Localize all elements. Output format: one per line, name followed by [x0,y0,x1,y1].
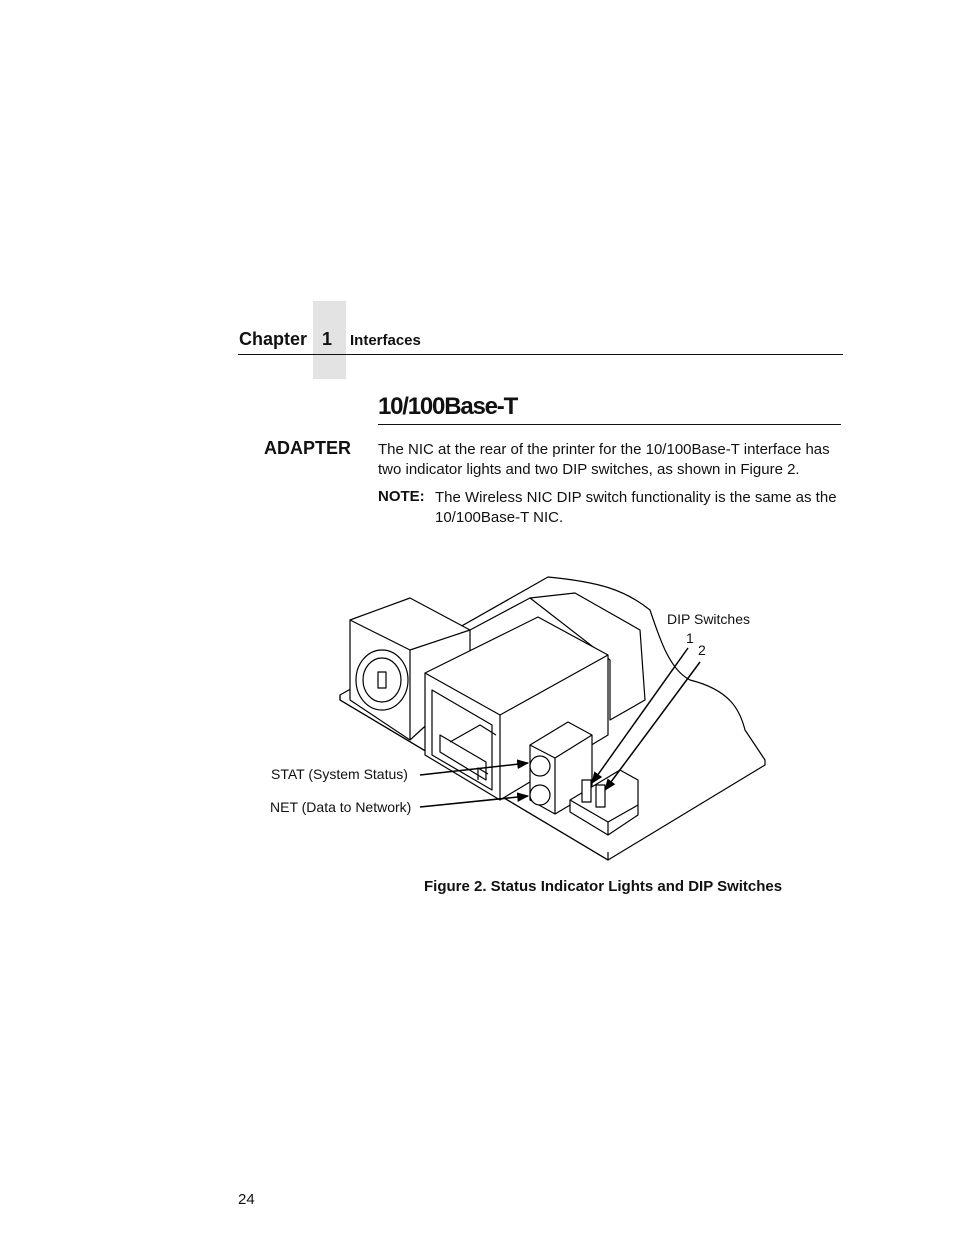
stat-led [530,756,550,776]
chapter-number: 1 [322,329,333,349]
body-paragraph: The NIC at the rear of the printer for the 10/100Base-T interface has two indicator lights and two DIP switches, as shown in Figure 2. [378,441,830,478]
stat-label: STAT (System Status) [271,766,408,782]
section-title: 10/100Base-T [378,393,518,420]
net-label: NET (Data to Network) [270,799,412,815]
chapter-name: Interfaces [350,332,421,349]
dip-switch-1 [582,780,591,802]
note-label: NOTE: [378,488,425,505]
net-led [530,785,550,805]
dip-switch-2-label: 2 [698,642,706,658]
header-rule [238,354,843,355]
side-heading: ADAPTER [264,438,352,458]
note-text: The Wireless NIC DIP switch functionality is the same as the 10/100Base-T NIC. [435,489,837,526]
nic-figure [250,560,790,870]
chapter-label: Chapter [239,329,308,349]
dip-switches-label: DIP Switches [667,611,750,627]
dip-switch-2 [596,785,605,807]
dip-switch-1-label: 1 [686,630,694,646]
nic-illustration [250,560,790,870]
figure-caption: Figure 2. Status Indicator Lights and DIP Switches [424,878,783,895]
page-number: 24 [238,1191,255,1208]
section-rule [378,424,841,425]
